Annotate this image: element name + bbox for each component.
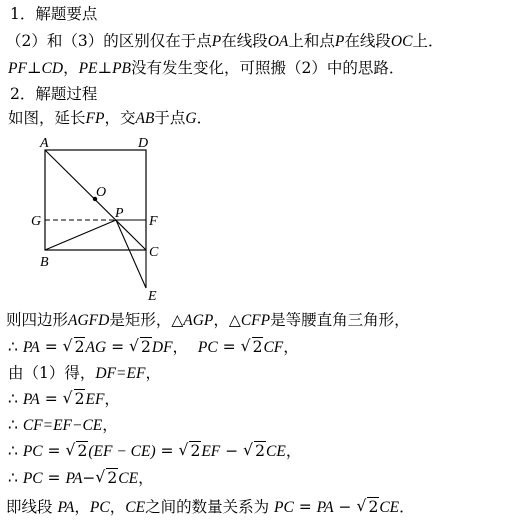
conclusion-sentence: 则四边形AGFD是矩形，△AGP，△CFP是等腰直角三角形，: [6, 311, 410, 329]
equation-2: ∴ PA = √ 2EF，: [8, 389, 120, 408]
equation-5: ∴ PC = PA− √ 2CE，: [8, 468, 154, 487]
section2-heading: 2．解题过程: [10, 85, 98, 103]
label-D: D: [138, 136, 149, 151]
intro-sentence: 如图，延长FP，交AB于点G．: [8, 109, 213, 127]
label-O: O: [96, 185, 107, 200]
from-part1: 由（1）得，DF=EF，: [8, 364, 161, 382]
label-A: A: [40, 136, 49, 151]
label-C: C: [149, 245, 159, 260]
equation-3: ∴ CF=EF−CE，: [8, 416, 118, 434]
label-G: G: [31, 214, 42, 229]
section1-heading: 1．解题要点: [10, 5, 98, 23]
final-sentence: 即线段 PA，PC，CE之间的数量关系为 PC = PA − √ 2CE．: [6, 497, 415, 516]
label-E: E: [148, 289, 157, 304]
equation-1: ∴ PA = √ 2AG = √ 2DF， PC = √ 2CF，: [8, 337, 299, 356]
perpendicular-sentence: PF⊥CD，PE⊥PB没有发生变化，可照搬（2）中的思路．: [8, 59, 405, 77]
segment-PB: [45, 220, 116, 250]
label-F: F: [149, 214, 158, 229]
segment-PE: [116, 220, 146, 288]
label-P: P: [115, 206, 124, 221]
label-B: B: [40, 255, 49, 270]
point-sentence: （2）和（3）的区别仅在于点P在线段OA上和点P在线段OC上．: [6, 32, 444, 50]
equation-4: ∴ PC = √ 2(EF − CE) = √ 2EF − √ 2CE，: [8, 441, 302, 460]
